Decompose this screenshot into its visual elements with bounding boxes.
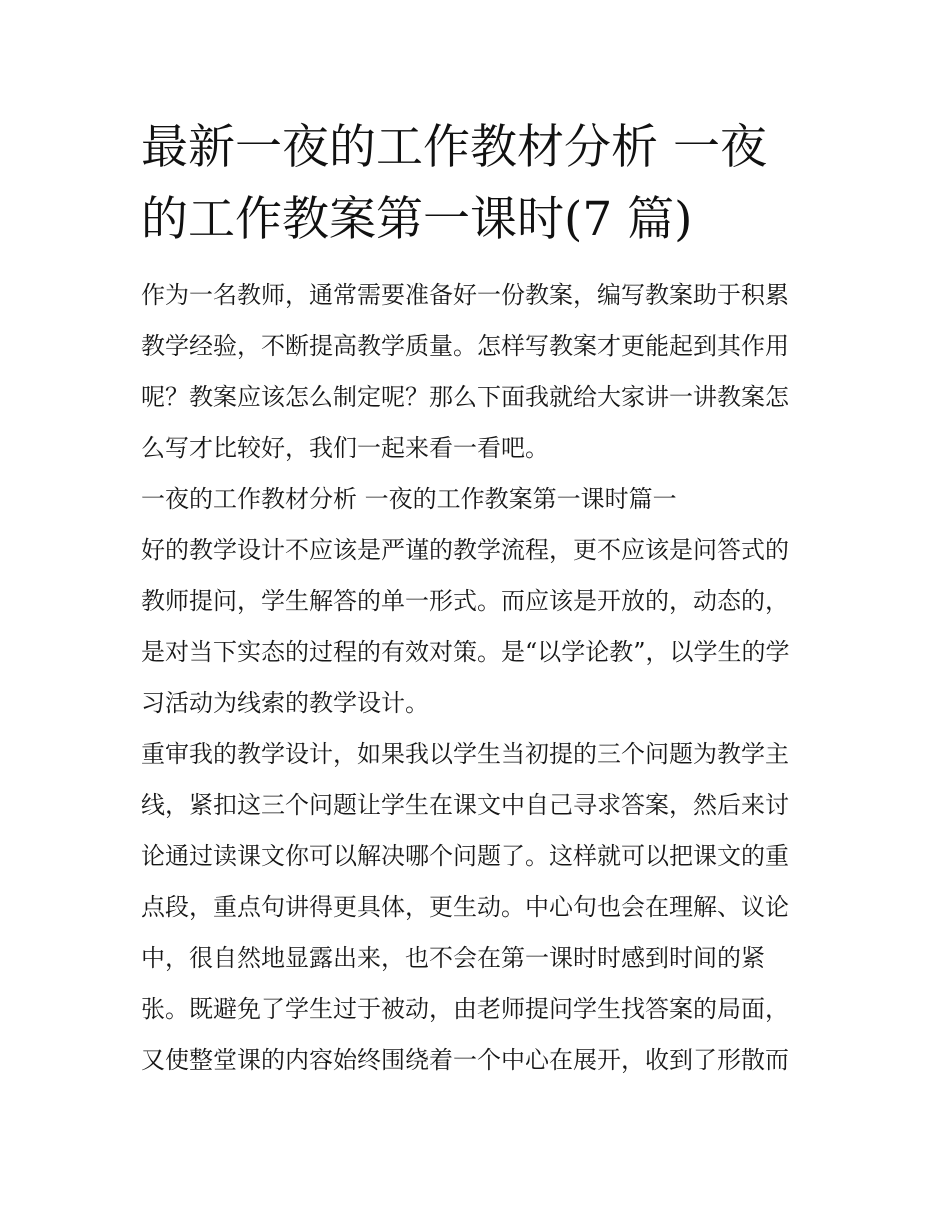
paragraph-2-line-5: 中，很自然地显露出来，也不会在第一课时时感到时间的紧 xyxy=(141,944,765,972)
title-line-1: 最新一夜的工作教材分析 一夜 xyxy=(141,120,767,175)
paragraph-2-line-6: 张。既避免了学生过于被动，由老师提问学生找答案的局面， xyxy=(141,995,789,1023)
intro-line-1: 作为一名教师，通常需要准备好一份教案，编写教案助于积累 xyxy=(141,281,789,309)
document-content xyxy=(141,112,813,1086)
paragraph-2-line-1: 重审我的教学设计，如果我以学生当初提的三个问题为教学主 xyxy=(141,740,789,768)
intro-line-2: 教学经验，不断提高教学质量。怎样写教案才更能起到其作用 xyxy=(141,332,789,360)
title-line-2: 的工作教案第一课时(7 篇) xyxy=(141,192,693,247)
intro-paragraph xyxy=(141,270,813,474)
paragraph-1-line-2: 教师提问，学生解答的单一形式。而应该是开放的，动态的， xyxy=(141,587,789,615)
intro-line-4: 么写才比较好，我们一起来看一看吧。 xyxy=(141,434,549,462)
paragraph-1-line-1: 好的教学设计不应该是严谨的教学流程，更不应该是问答式的 xyxy=(141,536,789,564)
intro-line-3: 呢？教案应该怎么制定呢？那么下面我就给大家讲一讲教案怎 xyxy=(141,383,789,411)
document-body xyxy=(141,270,813,1086)
paragraph-2-line-4: 点段，重点句讲得更具体，更生动。中心句也会在理解、议论 xyxy=(141,893,789,921)
section-heading: 一夜的工作教材分析 一夜的工作教案第一课时篇一 xyxy=(141,485,677,513)
paragraph-1-line-3: 是对当下实态的过程的有效对策。是“以学论教”，以学生的学 xyxy=(141,638,790,666)
paragraph-1-line-4: 习活动为线索的教学设计。 xyxy=(141,689,429,717)
paragraph-2-line-3: 论通过读课文你可以解决哪个问题了。这样就可以把课文的重 xyxy=(141,842,789,870)
paragraph-2 xyxy=(141,729,813,1086)
paragraph-1 xyxy=(141,525,813,729)
paragraph-2-line-7: 又使整堂课的内容始终围绕着一个中心在展开，收到了形散而 xyxy=(141,1046,789,1074)
document-title xyxy=(141,112,813,256)
paragraph-2-line-2: 线，紧扣这三个问题让学生在课文中自己寻求答案，然后来讨 xyxy=(141,791,789,819)
